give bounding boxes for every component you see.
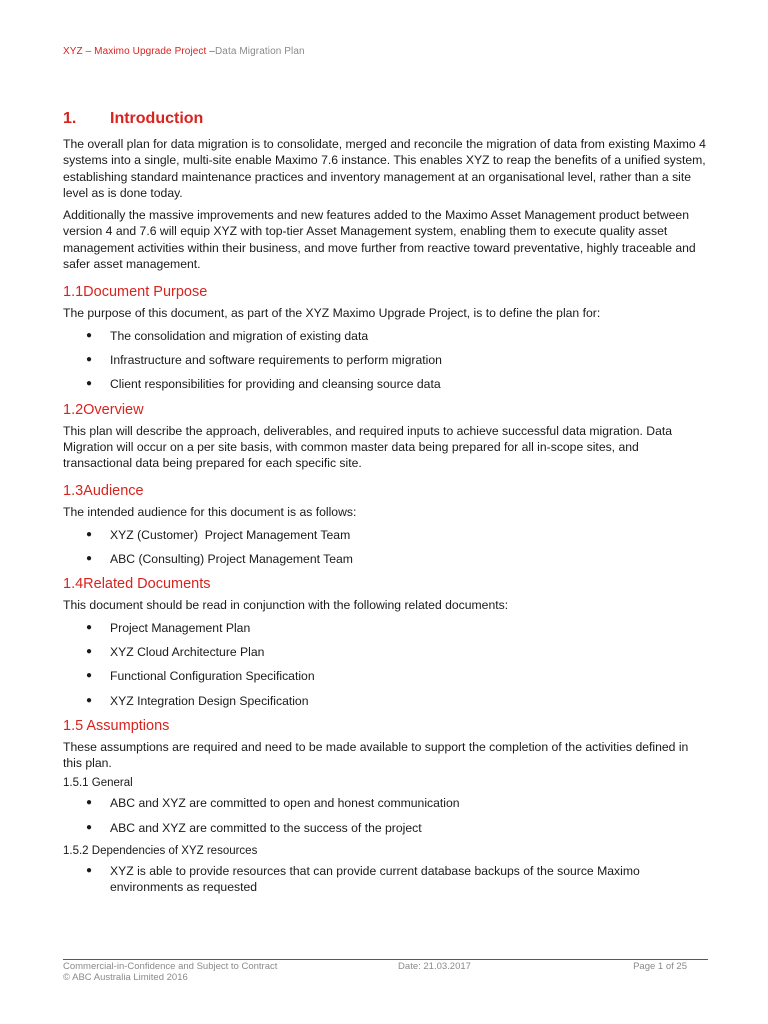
heading-audience: 1.3Audience <box>63 483 144 500</box>
header-separator: – <box>82 46 95 57</box>
bullet-icon: ● <box>86 621 93 633</box>
bullet-icon: ● <box>86 821 93 833</box>
list-item: ● XYZ Cloud Architecture Plan <box>86 644 265 659</box>
assumptions-paragraph: These assumptions are required and need to be made available to support the completion of the activities defined in this plan. <box>63 739 689 771</box>
audience-paragraph: The intended audience for this document is as follows: <box>63 505 357 520</box>
audience-list <box>63 527 708 568</box>
list-item: ● Infrastructure and software requirements to perform migration <box>86 352 442 367</box>
bullet-icon: ● <box>86 329 93 341</box>
footer-divider <box>63 959 708 960</box>
list-item: ● Client responsibilities for providing and cleansing source data <box>86 377 441 392</box>
intro-paragraph-2: Additionally the massive improvements and new features added to the Maximo Asset Management product between version 4 and 7.6 will equip XYZ with top-tier Asset Management system, enabling them to execute quality asset management activities within their business, and move further from reactive toward preventative, highly traceable and safer asset management. <box>63 208 696 272</box>
list-item: ● XYZ is able to provide resources that can provide current database backups of the source Maximo environments as requested <box>86 864 640 895</box>
related-list <box>63 620 708 709</box>
heading-dependencies: 1.5.2 Dependencies of XYZ resources <box>63 845 258 858</box>
footer-date: Date: 21.03.2017 <box>398 961 471 972</box>
document-body <box>63 110 708 905</box>
purpose-paragraph: The purpose of this document, as part of the XYZ Maximo Upgrade Project, is to define the plan for: <box>63 306 601 321</box>
header-company: XYZ <box>63 46 83 57</box>
bullet-icon: ● <box>86 670 93 682</box>
list-item: ● Project Management Plan <box>86 620 251 635</box>
heading-document-purpose: 1.1Document Purpose <box>63 284 208 301</box>
bullet-icon: ● <box>86 694 93 706</box>
list-item: ● ABC (Consulting) Project Management Team <box>86 552 353 567</box>
header-doc-title: Data Migration Plan <box>214 46 305 57</box>
heading-general: 1.5.1 General <box>63 777 133 790</box>
bullet-icon: ● <box>86 528 93 540</box>
heading-overview: 1.2Overview <box>63 401 144 418</box>
heading-related-documents: 1.4Related Documents <box>63 576 211 593</box>
page-footer <box>63 961 687 983</box>
heading-title: Introduction <box>110 110 204 127</box>
heading-assumptions: 1.5 Assumptions <box>63 717 170 734</box>
bullet-icon: ● <box>86 553 93 565</box>
header-separator-2: – <box>206 46 215 57</box>
heading-introduction <box>63 110 708 128</box>
footer-confidentiality: Commercial-in-Confidence and Subject to Contract <box>63 961 278 972</box>
intro-paragraph-1: The overall plan for data migration is to consolidate, merged and reconcile the migration of data from existing Maximo 4 systems into a single, multi-site enable Maximo 7.6 instance. This enables XYZ to reap the benefits of a unified system, establishing standard maintenance practices and inventory management at an organisational level, rather than a site level as is done today. <box>63 137 706 200</box>
list-item: ● ABC and XYZ are committed to open and honest communication <box>86 796 460 811</box>
list-item: ● XYZ (Customer) Project Management Team <box>86 527 351 542</box>
heading-number: 1. <box>63 110 77 127</box>
bullet-icon: ● <box>86 378 93 390</box>
list-item: ● The consolidation and migration of existing data <box>86 328 369 343</box>
dependencies-list <box>63 863 708 896</box>
list-item: ● Functional Configuration Specification <box>86 669 315 684</box>
running-header <box>63 46 305 57</box>
bullet-icon: ● <box>86 645 93 657</box>
bullet-icon: ● <box>86 353 93 365</box>
header-project: Maximo Upgrade Project <box>94 46 207 57</box>
bullet-icon: ● <box>86 797 93 809</box>
bullet-icon: ● <box>86 865 93 877</box>
footer-copyright: © ABC Australia Limited 2016 <box>63 972 188 983</box>
list-item: ● XYZ Integration Design Specification <box>86 693 309 708</box>
list-item: ● ABC and XYZ are committed to the success of the project <box>86 820 422 835</box>
overview-paragraph: This plan will describe the approach, deliverables, and required inputs to achieve successful data migration. Data Migration will occur on a per site basis, with common master data being prepared for all in-scope sites, and transactional data being prepared for each specific site. <box>63 423 673 471</box>
general-list <box>63 795 708 836</box>
related-paragraph: This document should be read in conjunction with the following related documents: <box>63 598 509 613</box>
purpose-list <box>63 328 708 393</box>
footer-page-number: Page 1 of 25 <box>633 961 687 972</box>
